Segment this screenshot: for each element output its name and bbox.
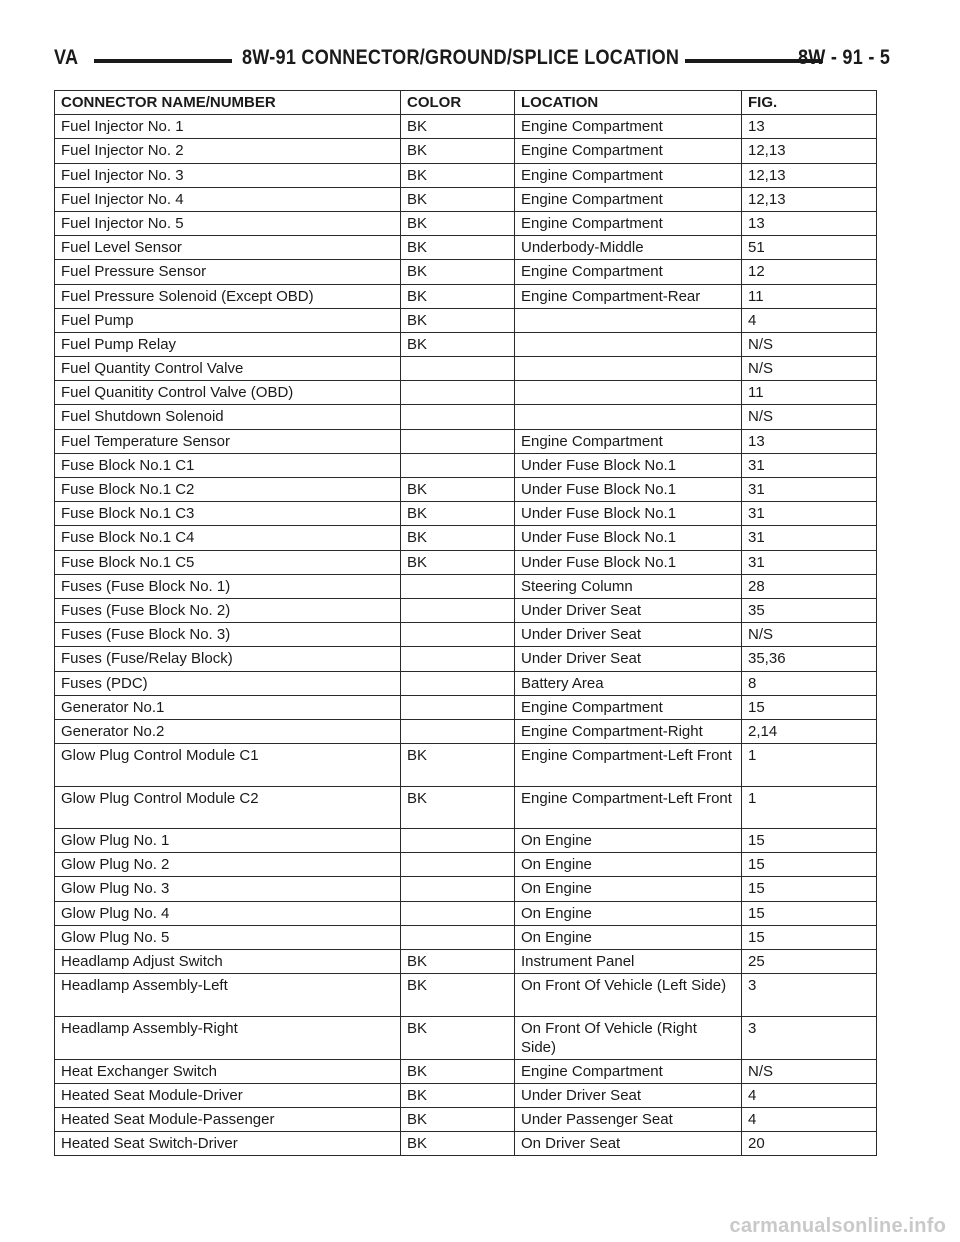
cell-color: BK: [401, 211, 515, 235]
cell-location: Under Fuse Block No.1: [515, 478, 742, 502]
cell-fig: 1: [742, 786, 877, 829]
cell-connector-name: Headlamp Assembly-Right: [55, 1016, 401, 1059]
cell-color: [401, 453, 515, 477]
cell-location: Under Driver Seat: [515, 647, 742, 671]
table-row: [55, 574, 877, 598]
cell-location: Underbody-Middle: [515, 236, 742, 260]
cell-location: Engine Compartment-Left Front: [515, 744, 742, 787]
cell-connector-name: Glow Plug No. 5: [55, 925, 401, 949]
table-row: [55, 308, 877, 332]
cell-color: [401, 647, 515, 671]
cell-location: [515, 308, 742, 332]
table-header-row: [55, 91, 877, 115]
cell-location: Engine Compartment: [515, 211, 742, 235]
cell-location: Engine Compartment-Rear: [515, 284, 742, 308]
cell-connector-name: Fuses (PDC): [55, 671, 401, 695]
cell-color: [401, 429, 515, 453]
cell-location: Engine Compartment: [515, 260, 742, 284]
cell-connector-name: Fuel Shutdown Solenoid: [55, 405, 401, 429]
cell-connector-name: Glow Plug No. 4: [55, 901, 401, 925]
cell-fig: 12: [742, 260, 877, 284]
table-row: [55, 974, 877, 1017]
cell-fig: 1: [742, 744, 877, 787]
cell-color: BK: [401, 115, 515, 139]
cell-color: BK: [401, 550, 515, 574]
cell-color: [401, 695, 515, 719]
cell-color: [401, 671, 515, 695]
cell-fig: 35,36: [742, 647, 877, 671]
cell-color: [401, 719, 515, 743]
cell-location: Engine Compartment: [515, 1059, 742, 1083]
cell-color: BK: [401, 1132, 515, 1156]
table-body: [55, 115, 877, 1156]
cell-location: Engine Compartment: [515, 115, 742, 139]
cell-location: Engine Compartment-Right: [515, 719, 742, 743]
cell-color: BK: [401, 1059, 515, 1083]
cell-color: [401, 381, 515, 405]
cell-fig: 31: [742, 550, 877, 574]
table-row: [55, 357, 877, 381]
cell-color: BK: [401, 260, 515, 284]
table-row: [55, 211, 877, 235]
table-row: [55, 187, 877, 211]
cell-fig: N/S: [742, 623, 877, 647]
table-row: [55, 877, 877, 901]
cell-connector-name: Heat Exchanger Switch: [55, 1059, 401, 1083]
table-row: [55, 139, 877, 163]
cell-color: [401, 574, 515, 598]
cell-location: On Front Of Vehicle (Right Side): [515, 1016, 742, 1059]
table-row: [55, 381, 877, 405]
cell-connector-name: Heated Seat Module-Passenger: [55, 1108, 401, 1132]
cell-connector-name: Generator No.2: [55, 719, 401, 743]
column-header-fig: FIG.: [742, 91, 877, 115]
table-row: [55, 115, 877, 139]
cell-location: Engine Compartment: [515, 429, 742, 453]
cell-fig: 31: [742, 453, 877, 477]
table-row: [55, 853, 877, 877]
table-row: [55, 550, 877, 574]
cell-color: BK: [401, 332, 515, 356]
cell-connector-name: Fuse Block No.1 C4: [55, 526, 401, 550]
table-row: [55, 478, 877, 502]
cell-location: On Engine: [515, 853, 742, 877]
cell-fig: N/S: [742, 357, 877, 381]
cell-color: BK: [401, 284, 515, 308]
cell-connector-name: Fuses (Fuse Block No. 3): [55, 623, 401, 647]
cell-color: [401, 877, 515, 901]
cell-color: BK: [401, 163, 515, 187]
cell-fig: 31: [742, 478, 877, 502]
cell-color: BK: [401, 526, 515, 550]
cell-fig: 4: [742, 308, 877, 332]
cell-fig: 11: [742, 381, 877, 405]
cell-color: BK: [401, 950, 515, 974]
cell-color: [401, 598, 515, 622]
cell-fig: N/S: [742, 405, 877, 429]
cell-fig: 28: [742, 574, 877, 598]
cell-location: [515, 332, 742, 356]
cell-color: BK: [401, 187, 515, 211]
cell-fig: 31: [742, 526, 877, 550]
cell-location: Instrument Panel: [515, 950, 742, 974]
cell-connector-name: Fuel Injector No. 5: [55, 211, 401, 235]
page-number: 8W - 91 - 5: [797, 46, 890, 69]
cell-color: BK: [401, 786, 515, 829]
cell-color: [401, 853, 515, 877]
cell-color: BK: [401, 1016, 515, 1059]
cell-fig: 20: [742, 1132, 877, 1156]
cell-fig: 25: [742, 950, 877, 974]
cell-color: [401, 405, 515, 429]
cell-location: Engine Compartment: [515, 139, 742, 163]
table-row: [55, 405, 877, 429]
cell-location: Under Fuse Block No.1: [515, 453, 742, 477]
table-row: [55, 623, 877, 647]
watermark: carmanualsonline.info: [729, 1215, 946, 1237]
cell-location: Engine Compartment-Left Front: [515, 786, 742, 829]
cell-fig: 15: [742, 853, 877, 877]
cell-connector-name: Fuse Block No.1 C3: [55, 502, 401, 526]
cell-color: [401, 925, 515, 949]
table-row: [55, 453, 877, 477]
table-row: [55, 429, 877, 453]
cell-fig: 12,13: [742, 187, 877, 211]
table-row: [55, 1016, 877, 1059]
table-row: [55, 719, 877, 743]
cell-connector-name: Fuel Quantity Control Valve: [55, 357, 401, 381]
cell-location: Under Passenger Seat: [515, 1108, 742, 1132]
cell-connector-name: Heated Seat Switch-Driver: [55, 1132, 401, 1156]
cell-connector-name: Fuel Temperature Sensor: [55, 429, 401, 453]
cell-location: Engine Compartment: [515, 163, 742, 187]
table-row: [55, 744, 877, 787]
cell-color: BK: [401, 502, 515, 526]
cell-connector-name: Fuel Injector No. 1: [55, 115, 401, 139]
table-row: [55, 1132, 877, 1156]
cell-connector-name: Glow Plug Control Module C1: [55, 744, 401, 787]
cell-location: On Engine: [515, 877, 742, 901]
table-row: [55, 786, 877, 829]
cell-connector-name: Generator No.1: [55, 695, 401, 719]
cell-fig: 13: [742, 115, 877, 139]
column-header-color: COLOR: [401, 91, 515, 115]
cell-connector-name: Glow Plug No. 2: [55, 853, 401, 877]
cell-connector-name: Heated Seat Module-Driver: [55, 1083, 401, 1107]
cell-location: On Engine: [515, 829, 742, 853]
table-row: [55, 1059, 877, 1083]
cell-fig: N/S: [742, 332, 877, 356]
cell-location: Under Fuse Block No.1: [515, 550, 742, 574]
cell-connector-name: Fuses (Fuse Block No. 2): [55, 598, 401, 622]
cell-color: BK: [401, 308, 515, 332]
table-row: [55, 332, 877, 356]
cell-color: BK: [401, 1083, 515, 1107]
cell-color: BK: [401, 1108, 515, 1132]
cell-location: Engine Compartment: [515, 187, 742, 211]
cell-color: BK: [401, 974, 515, 1017]
page-header: [54, 46, 890, 74]
cell-location: On Front Of Vehicle (Left Side): [515, 974, 742, 1017]
cell-location: [515, 405, 742, 429]
cell-fig: 8: [742, 671, 877, 695]
cell-fig: 3: [742, 1016, 877, 1059]
table-row: [55, 236, 877, 260]
cell-color: [401, 829, 515, 853]
cell-connector-name: Glow Plug Control Module C2: [55, 786, 401, 829]
table-row: [55, 829, 877, 853]
cell-fig: 31: [742, 502, 877, 526]
cell-connector-name: Fuel Injector No. 4: [55, 187, 401, 211]
table-row: [55, 284, 877, 308]
cell-fig: 3: [742, 974, 877, 1017]
table-row: [55, 695, 877, 719]
cell-connector-name: Headlamp Assembly-Left: [55, 974, 401, 1017]
cell-connector-name: Fuel Injector No. 3: [55, 163, 401, 187]
cell-connector-name: Fuses (Fuse/Relay Block): [55, 647, 401, 671]
cell-location: Under Fuse Block No.1: [515, 502, 742, 526]
cell-color: BK: [401, 236, 515, 260]
table-row: [55, 598, 877, 622]
table-row: [55, 647, 877, 671]
cell-location: On Driver Seat: [515, 1132, 742, 1156]
cell-color: BK: [401, 139, 515, 163]
table-row: [55, 1083, 877, 1107]
cell-location: Engine Compartment: [515, 695, 742, 719]
cell-location: Steering Column: [515, 574, 742, 598]
table-row: [55, 163, 877, 187]
cell-location: Under Fuse Block No.1: [515, 526, 742, 550]
cell-fig: 2,14: [742, 719, 877, 743]
cell-connector-name: Fuel Injector No. 2: [55, 139, 401, 163]
cell-fig: 13: [742, 211, 877, 235]
cell-fig: 4: [742, 1108, 877, 1132]
cell-connector-name: Fuse Block No.1 C5: [55, 550, 401, 574]
table-row: [55, 526, 877, 550]
header-title: 8W-91 CONNECTOR/GROUND/SPLICE LOCATION: [242, 46, 680, 69]
header-left-label: VA: [54, 46, 79, 69]
cell-fig: N/S: [742, 1059, 877, 1083]
cell-fig: 11: [742, 284, 877, 308]
cell-connector-name: Fuse Block No.1 C1: [55, 453, 401, 477]
column-header-location: LOCATION: [515, 91, 742, 115]
table-row: [55, 671, 877, 695]
cell-location: On Engine: [515, 901, 742, 925]
cell-color: [401, 901, 515, 925]
cell-fig: 12,13: [742, 139, 877, 163]
cell-connector-name: Headlamp Adjust Switch: [55, 950, 401, 974]
cell-connector-name: Glow Plug No. 1: [55, 829, 401, 853]
table-row: [55, 502, 877, 526]
cell-fig: 15: [742, 695, 877, 719]
cell-fig: 15: [742, 877, 877, 901]
cell-color: [401, 357, 515, 381]
cell-location: Under Driver Seat: [515, 623, 742, 647]
table-row: [55, 1108, 877, 1132]
cell-fig: 12,13: [742, 163, 877, 187]
cell-connector-name: Fuel Level Sensor: [55, 236, 401, 260]
cell-connector-name: Fuse Block No.1 C2: [55, 478, 401, 502]
cell-fig: 35: [742, 598, 877, 622]
cell-connector-name: Fuel Pump: [55, 308, 401, 332]
column-header-connector: CONNECTOR NAME/NUMBER: [55, 91, 401, 115]
cell-connector-name: Glow Plug No. 3: [55, 877, 401, 901]
table-row: [55, 901, 877, 925]
cell-connector-name: Fuel Pump Relay: [55, 332, 401, 356]
cell-fig: 4: [742, 1083, 877, 1107]
connector-table: [54, 90, 877, 1156]
table-row: [55, 950, 877, 974]
table-row: [55, 925, 877, 949]
cell-color: BK: [401, 744, 515, 787]
cell-connector-name: Fuses (Fuse Block No. 1): [55, 574, 401, 598]
cell-fig: 15: [742, 901, 877, 925]
cell-connector-name: Fuel Quanitity Control Valve (OBD): [55, 381, 401, 405]
cell-color: BK: [401, 478, 515, 502]
cell-location: [515, 357, 742, 381]
cell-fig: 51: [742, 236, 877, 260]
cell-fig: 13: [742, 429, 877, 453]
cell-color: [401, 623, 515, 647]
cell-location: [515, 381, 742, 405]
cell-location: Under Driver Seat: [515, 598, 742, 622]
cell-fig: 15: [742, 829, 877, 853]
cell-fig: 15: [742, 925, 877, 949]
header-rule-left: [94, 59, 232, 63]
cell-connector-name: Fuel Pressure Sensor: [55, 260, 401, 284]
cell-location: Battery Area: [515, 671, 742, 695]
table-row: [55, 260, 877, 284]
cell-location: Under Driver Seat: [515, 1083, 742, 1107]
cell-connector-name: Fuel Pressure Solenoid (Except OBD): [55, 284, 401, 308]
cell-location: On Engine: [515, 925, 742, 949]
